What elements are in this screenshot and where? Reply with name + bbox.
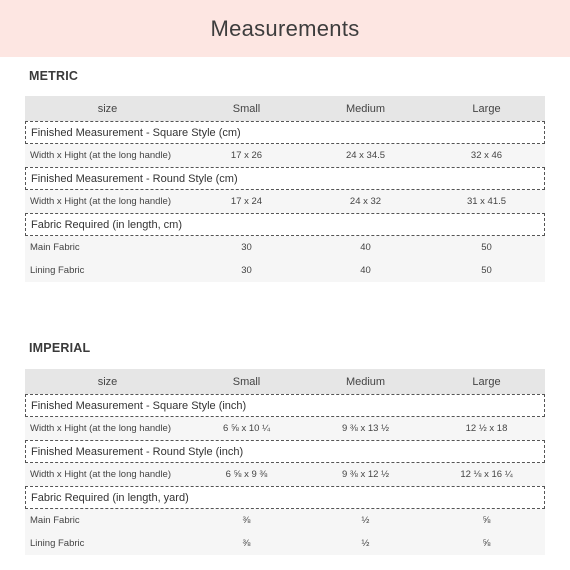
group-heading: Finished Measurement - Square Style (inch) [25, 394, 545, 417]
row-label: Width x Hight (at the long handle) [30, 423, 171, 434]
header-medium: Medium [345, 102, 386, 115]
header-large: Large [472, 102, 501, 115]
row-label: Width x Hight (at the long handle) [30, 150, 171, 161]
cell-large: 12 ½ x 18 [465, 423, 508, 434]
row-label: Lining Fabric [30, 265, 85, 276]
cell-small: 6 ⅝ x 9 ⅜ [225, 469, 268, 480]
row-label: Width x Hight (at the long handle) [30, 196, 171, 207]
cell-medium: 40 [360, 242, 371, 253]
header-large: Large [472, 375, 501, 388]
cell-large: ⅝ [482, 515, 491, 526]
cell-small: 30 [241, 265, 252, 276]
imperial-table [25, 369, 545, 555]
cell-large: ⅝ [482, 538, 491, 549]
header-small: Small [232, 375, 261, 388]
cell-large: 50 [481, 242, 492, 253]
row-label: Main Fabric [30, 515, 80, 526]
group-heading: Finished Measurement - Round Style (cm) [25, 167, 545, 190]
cell-small: 6 ⅝ x 10 ¼ [222, 423, 270, 434]
cell-small: 30 [241, 242, 252, 253]
cell-medium: 24 x 34.5 [345, 150, 386, 161]
cell-large: 50 [481, 265, 492, 276]
cell-small: 17 x 26 [230, 150, 263, 161]
cell-medium: ½ [361, 515, 370, 526]
table-header-row [25, 369, 545, 394]
cell-medium: 24 x 32 [349, 196, 382, 207]
group-heading: Fabric Required (in length, cm) [25, 213, 545, 236]
table-row [25, 509, 545, 532]
page-title: Measurements [210, 15, 360, 41]
table-row [25, 236, 545, 259]
table-row [25, 532, 545, 555]
cell-small: ⅜ [242, 538, 251, 549]
table-header-row [25, 96, 545, 121]
cell-medium: 9 ⅜ x 13 ½ [341, 423, 389, 434]
row-label: Main Fabric [30, 242, 80, 253]
header-small: Small [232, 102, 261, 115]
row-label: Lining Fabric [30, 538, 85, 549]
cell-small: 17 x 24 [230, 196, 263, 207]
metric-section-title: METRIC [29, 69, 79, 83]
imperial-section-title: IMPERIAL [29, 341, 91, 355]
header-size: size [97, 375, 118, 388]
group-heading: Fabric Required (in length, yard) [25, 486, 545, 509]
cell-large: 31 x 41.5 [466, 196, 507, 207]
cell-large: 12 ⅛ x 16 ¼ [460, 469, 513, 480]
cell-medium: 40 [360, 265, 371, 276]
table-row [25, 417, 545, 440]
header-medium: Medium [345, 375, 386, 388]
group-heading: Finished Measurement - Round Style (inch) [25, 440, 545, 463]
header-size: size [97, 102, 118, 115]
cell-large: 32 x 46 [470, 150, 503, 161]
row-label: Width x Hight (at the long handle) [30, 469, 171, 480]
group-heading: Finished Measurement - Square Style (cm) [25, 121, 545, 144]
cell-small: ⅜ [242, 515, 251, 526]
cell-medium: ½ [361, 538, 370, 549]
table-row [25, 190, 545, 213]
table-row [25, 144, 545, 167]
table-row [25, 259, 545, 282]
metric-table [25, 96, 545, 282]
cell-medium: 9 ⅜ x 12 ½ [341, 469, 389, 480]
title-banner [0, 0, 570, 57]
table-row [25, 463, 545, 486]
